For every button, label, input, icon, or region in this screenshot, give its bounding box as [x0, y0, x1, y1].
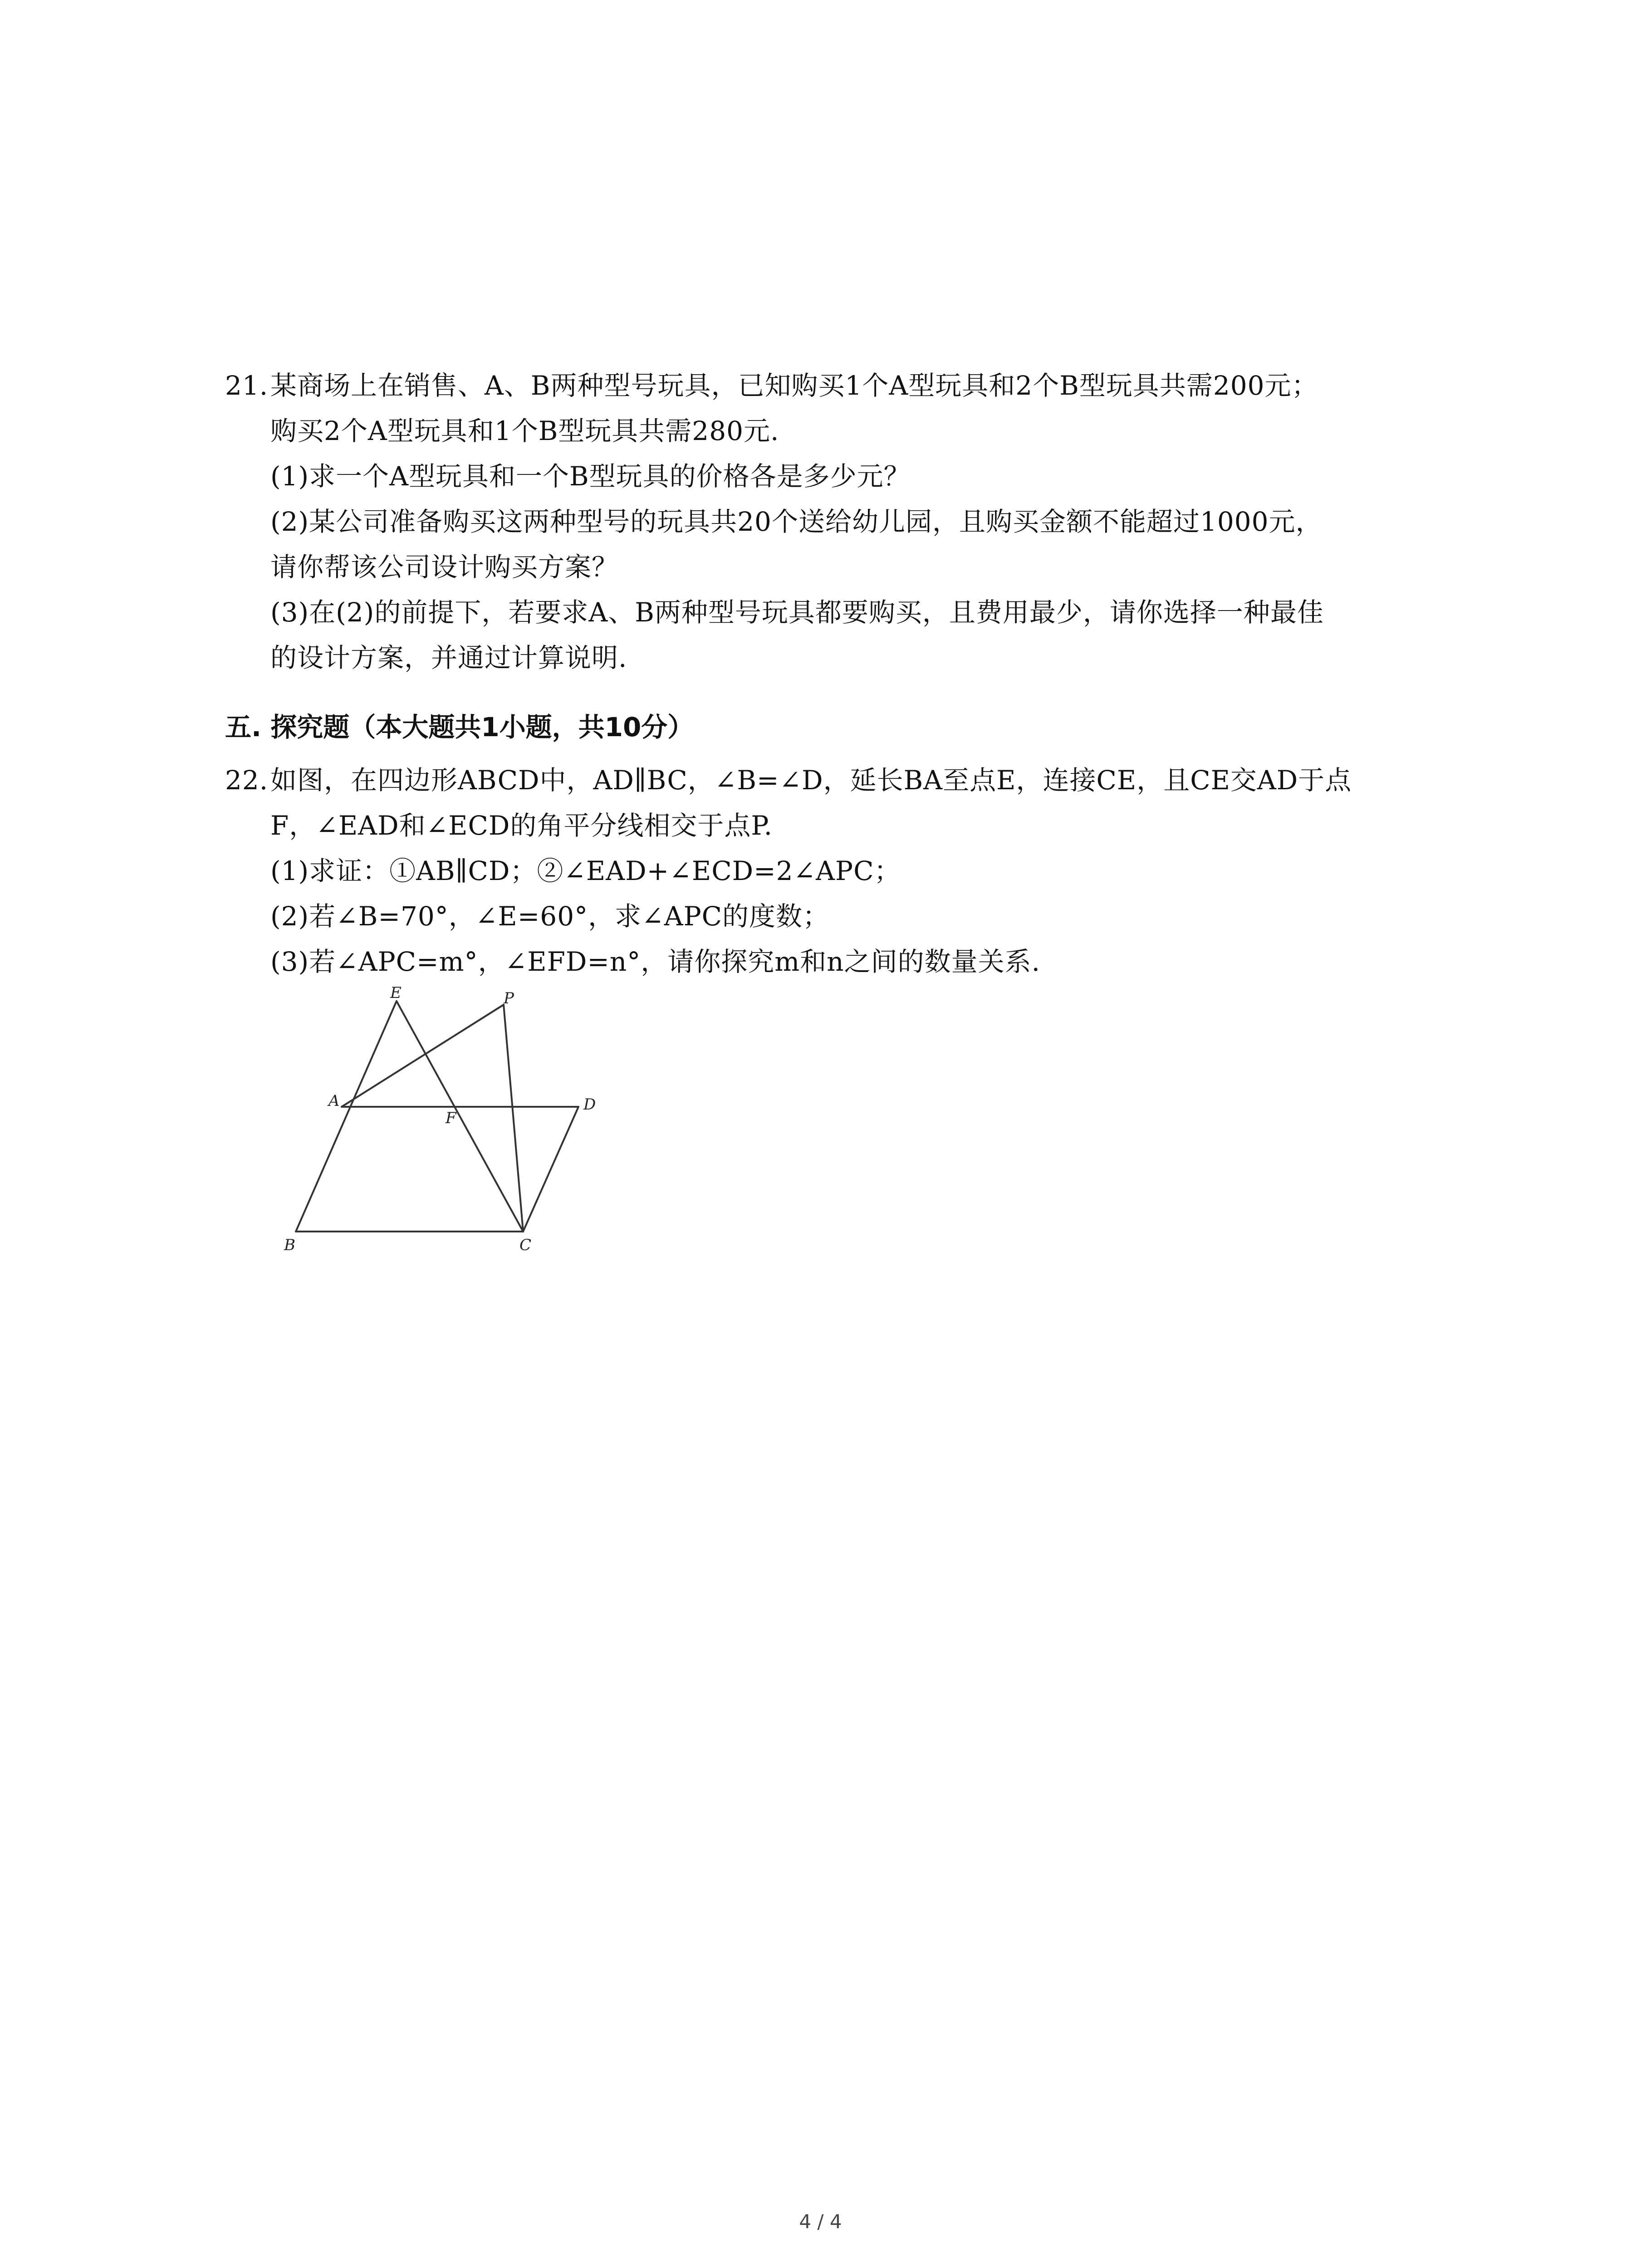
q21-stem-text1: 某商场上在销售、A、B两种型号玩具，已知购买1个A型玩具和2个B型玩具共需200元； — [270, 370, 1318, 401]
label-C: C — [519, 1236, 532, 1254]
segment-DC — [523, 1107, 578, 1232]
segment-AP — [342, 1005, 504, 1107]
section-heading: 五. 探究题（本大题共1小题，共10分） — [225, 712, 694, 743]
q21-part3-line2: 的设计方案，并通过计算说明. — [270, 642, 627, 673]
geometry-figure — [272, 984, 617, 1256]
label-F: F — [446, 1109, 456, 1127]
q22-part3: (3)若∠APC=m°，∠EFD=n°，请你探究m和n之间的数量关系. — [270, 946, 1041, 977]
label-D: D — [583, 1095, 596, 1114]
label-A: A — [328, 1092, 340, 1110]
q21-part3-line1: (3)在(2)的前提下，若要求A、B两种型号玩具都要购买，且费用最少，请你选择一种最佳 — [270, 597, 1324, 628]
label-B: B — [284, 1236, 295, 1254]
page-number: 4 / 4 — [799, 2210, 842, 2233]
q22-part1: (1)求证：①AB∥CD；②∠EAD+∠ECD=2∠APC； — [270, 855, 901, 886]
segment-EC — [397, 1001, 523, 1232]
geometry-diagram — [272, 984, 617, 1256]
segment-PC — [504, 1005, 523, 1232]
q21-stem-line2: 购买2个A型玩具和1个B型玩具共需280元. — [270, 415, 779, 446]
q21-stem-line1 — [225, 367, 1318, 404]
label-P: P — [504, 989, 514, 1007]
q21-part1: (1)求一个A型玩具和一个B型玩具的价格各是多少元？ — [270, 461, 911, 492]
q21-part2-line2: 请你帮该公司设计购买方案？ — [270, 552, 619, 582]
q21-part2-line1: (2)某公司准备购买这两种型号的玩具共20个送给幼儿园，且购买金额不能超过1000元， — [270, 506, 1323, 537]
q21-number: 21. — [225, 370, 269, 401]
segment-BE — [296, 1001, 397, 1232]
q22-stem-text1: 如图，在四边形ABCD中，AD∥BC，∠B=∠D，延长BA至点E，连接CE，且CE交AD于点 — [270, 765, 1352, 796]
label-E: E — [390, 984, 402, 1002]
q22-stem-line1 — [225, 762, 1352, 798]
q22-number: 22. — [225, 765, 269, 796]
q22-part2: (2)若∠B=70°，∠E=60°，求∠APC的度数； — [270, 901, 830, 932]
q22-stem-line2: F，∠EAD和∠ECD的角平分线相交于点P. — [270, 810, 773, 841]
